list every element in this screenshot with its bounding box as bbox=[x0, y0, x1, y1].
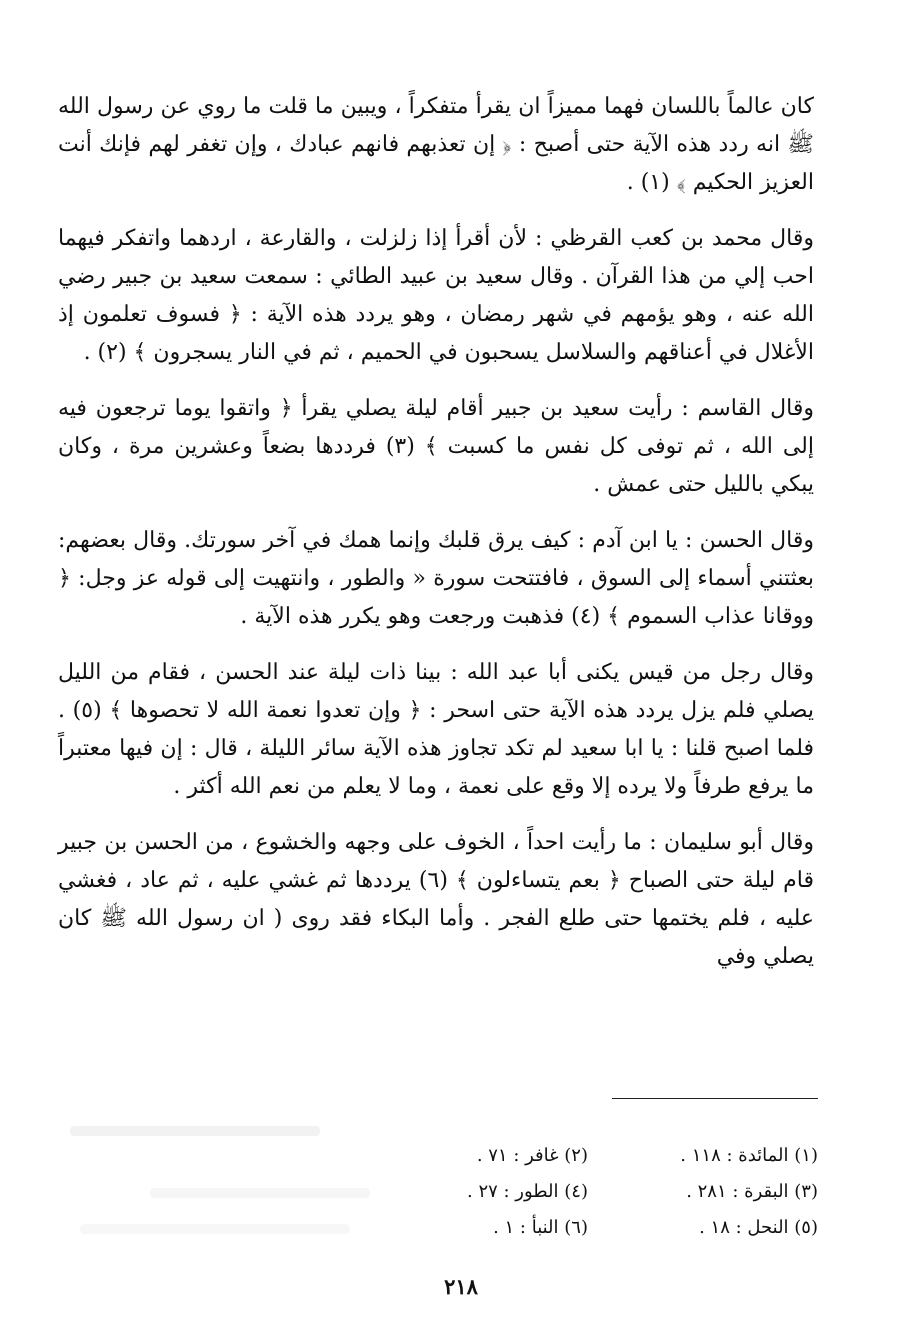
paragraph: وقال رجل من قيس يكنى أبا عبد الله : بينا ذات ليلة عند الحسن ، فقام من الليل يصلي فلم يزل يردد هذه الآية حتى اسحر : ﴿ وإن تعدوا نعمة الله لا تحصوها ﴾ (٥) . فلما اصبح قلنا : يا ابا سعيد لم تكد تجاوز هذه الآية سائر الليلة ، قال : إن فيها معتبراً ما يرفع طرفاً ولا يرده إلا وقع على نعمة ، وما لا يعلم من نعم الله أكثر . bbox=[58, 660, 814, 799]
footnote: (٤) الطور : ٢٧ . bbox=[467, 1181, 588, 1202]
paragraph: وقال القاسم : رأيت سعيد بن جبير أقام ليلة يصلي يقرأ ﴿ واتقوا يوما ترجعون فيه إلى الله ، ثم توفى كل نفس ما كسبت ﴾ (٣) فرددها بضعاً وعشرين مرة ، وكان يبكي بالليل حتى عمش . bbox=[58, 396, 814, 497]
paragraph: وقال أبو سليمان : ما رأيت احداً ، الخوف على وجهه والخشوع ، من الحسن بن جبير قام ليلة حتى الصباح ﴿ بعم يتساءلون ﴾ (٦) يرددها ثم غشي عليه ، ثم عاد ، فغشي عليه ، فلم يختمها حتى طلع الفجر . وأما البكاء فقد روى ( ان رسول الله ﷺ كان يصلي وفي bbox=[58, 830, 814, 969]
footnotes bbox=[300, 1138, 818, 1246]
footnote: (٣) البقرة : ٢٨١ . bbox=[686, 1181, 818, 1202]
paragraph: وقال الحسن : يا ابن آدم : كيف يرق قلبك وإنما همك في آخر سورتك. وقال بعضهم: بعثتني أسماء إلى السوق ، فافتتحت سورة « والطور ، وانتهيت إلى قوله عز وجل: ﴿ ووقانا عذاب السموم ﴾ (٤) فذهبت ورجعت وهو يكرر هذه الآية . bbox=[58, 528, 814, 629]
footnote-separator bbox=[612, 1098, 818, 1099]
paragraph: كان عالماً باللسان فهما مميزاً ان يقرأ متفكراً ، ويبين ما قلت ما روي عن رسول الله ﷺ انه ردد هذه الآية حتى أصبح : ﴿ إن تعذبهم فانهم عبادك ، وإن تغفر لهم فإنك أنت العزيز الحكيم ﴾ (١) . bbox=[58, 94, 814, 195]
footnote: (١) المائدة : ١١٨ . bbox=[680, 1145, 818, 1166]
footnote-row bbox=[300, 1210, 818, 1246]
paragraph: وقال محمد بن كعب القرظي : لأن أقرأ إذا زلزلت ، والقارعة ، اردهما واتفكر فيهما احب إلي من هذا القرآن . وقال سعيد بن عبيد الطائي : سمعت سعيد بن جبير رضي الله عنه ، وهو يؤمهم في شهر رمضان ، وهو يردد هذه الآية : ﴿ فسوف تعلمون إذ الأغلال في أعناقهم والسلاسل يسحبون في الحميم ، ثم في النار يسجرون ﴾ (٢) . bbox=[58, 226, 814, 365]
footnote: (٦) النبأ : ١ . bbox=[493, 1217, 588, 1238]
footnote-row bbox=[300, 1174, 818, 1210]
bleed-through-mark bbox=[70, 1126, 320, 1136]
footnote: (٢) غافر : ٧١ . bbox=[476, 1145, 588, 1166]
footnote-row bbox=[300, 1138, 818, 1174]
body-text bbox=[58, 88, 814, 976]
footnote: (٥) النحل : ١٨ . bbox=[699, 1217, 818, 1238]
page-number: ٢١٨ bbox=[444, 1274, 478, 1299]
